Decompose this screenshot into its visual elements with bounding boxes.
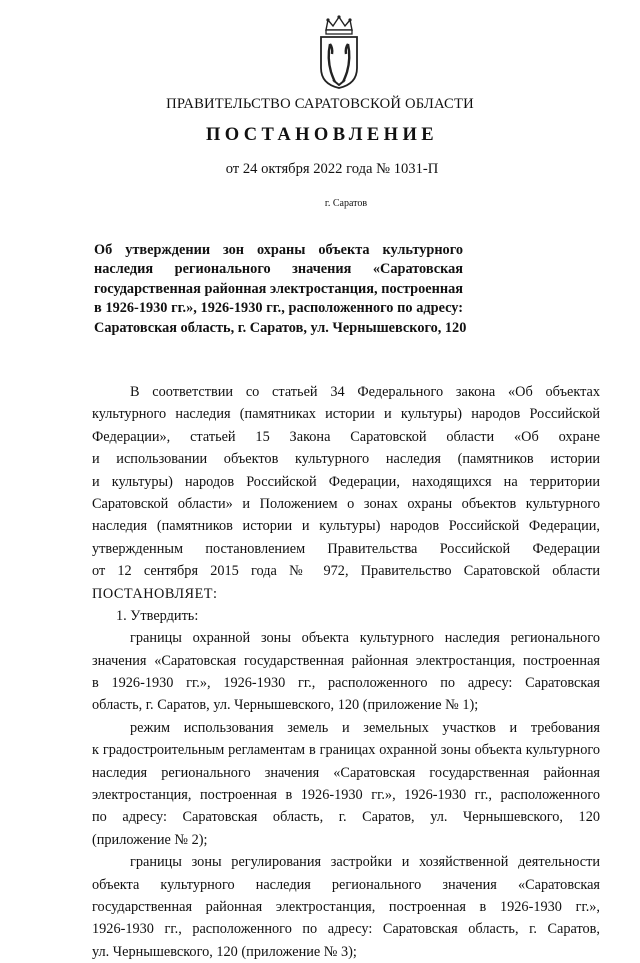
body-line: границы зоны регулирования застройки и хозяйственной деятельности (130, 854, 600, 871)
body-line: Саратовской области» и Положением о зонах охраны объектов культурного (92, 495, 600, 512)
organization-name: ПРАВИТЕЛЬСТВО САРАТОВСКОЙ ОБЛАСТИ (166, 96, 474, 112)
body-line: культурного наследия (памятниках истории и культуры) народов Российской (92, 406, 600, 423)
body-line: 1926-1930 гг., расположенного по адресу: Саратовская область, г. Саратов, (92, 921, 600, 938)
body-line: к градостроительным регламентам в границах охранной зоны объекта культурного (92, 742, 600, 759)
city-name: г. Саратов (324, 198, 368, 209)
body-line: утвержденным постановлением Правительства Российской Федерации (92, 540, 600, 557)
body-line-postanovlyaet: ПОСТАНОВЛЯЕТ: (92, 585, 218, 602)
body-line: В соответствии со статьей 34 Федерального закона «Об объектах (130, 384, 600, 400)
body-line: Федерации», статьей 15 Закона Саратовской области «Об охране (92, 428, 600, 445)
body-line: электростанция, построенная в 1926-1930 гг.», 1926-1930 гг., расположенного (92, 787, 600, 804)
subject-line: наследия регионального значения «Саратовская (94, 261, 463, 278)
body-line: от 12 сентября 2015 года № 972, Правительство Саратовской области (92, 563, 600, 580)
body-line: режим использования земель и земельных участков и требования (130, 719, 600, 736)
date-and-number: от 24 октября 2022 года № 1031-П (225, 161, 439, 177)
resolution-body (92, 381, 600, 963)
resolution-subject (94, 241, 467, 338)
body-line: в 1926-1930 гг.», 1926-1930 гг., расположенного по адресу: Саратовская (92, 675, 600, 692)
subject-line: в 1926-1930 гг.», 1926-1930 гг., расположенного по адресу: (94, 300, 463, 317)
body-line: ул. Чернышевского, 120 (приложение № 3); (92, 943, 357, 960)
body-line: объекта культурного наследия регионального значения «Саратовская (92, 876, 600, 893)
subject-line: Саратовская область, г. Саратов, ул. Чернышевского, 120 (94, 319, 467, 336)
body-line: наследия (памятников истории и культуры) народов Российской Федерации, (92, 518, 600, 535)
body-line: (приложение № 2); (92, 831, 208, 848)
body-line: государственная районная электростанция, построенная в 1926-1930 гг.», (92, 898, 600, 915)
document-type-title: ПОСТАНОВЛЕНИЕ (205, 125, 438, 145)
subject-line: Об утверждении зон охраны объекта культурного (94, 242, 463, 258)
body-line: наследия регионального значения «Саратовская государственная районная (92, 764, 600, 781)
subject-line: государственная районная электростанция, построенная (94, 280, 463, 297)
body-line-item-1: 1. Утвердить: (116, 607, 199, 624)
saratov-coat-of-arms-icon (318, 14, 360, 90)
body-line: область, г. Саратов, ул. Чернышевского, 120 (приложение № 1); (92, 697, 479, 714)
body-line: границы охранной зоны объекта культурного наследия регионального (130, 630, 600, 647)
body-line: и использовании объектов культурного наследия (памятников истории (92, 451, 600, 468)
body-line: и культуры) народов Российской Федерации, находящихся на территории (92, 473, 600, 490)
body-line: значения «Саратовская государственная районная электростанция, построенная (92, 652, 600, 669)
body-line: по адресу: Саратовская область, г. Саратов, ул. Чернышевского, 120 (92, 809, 600, 826)
